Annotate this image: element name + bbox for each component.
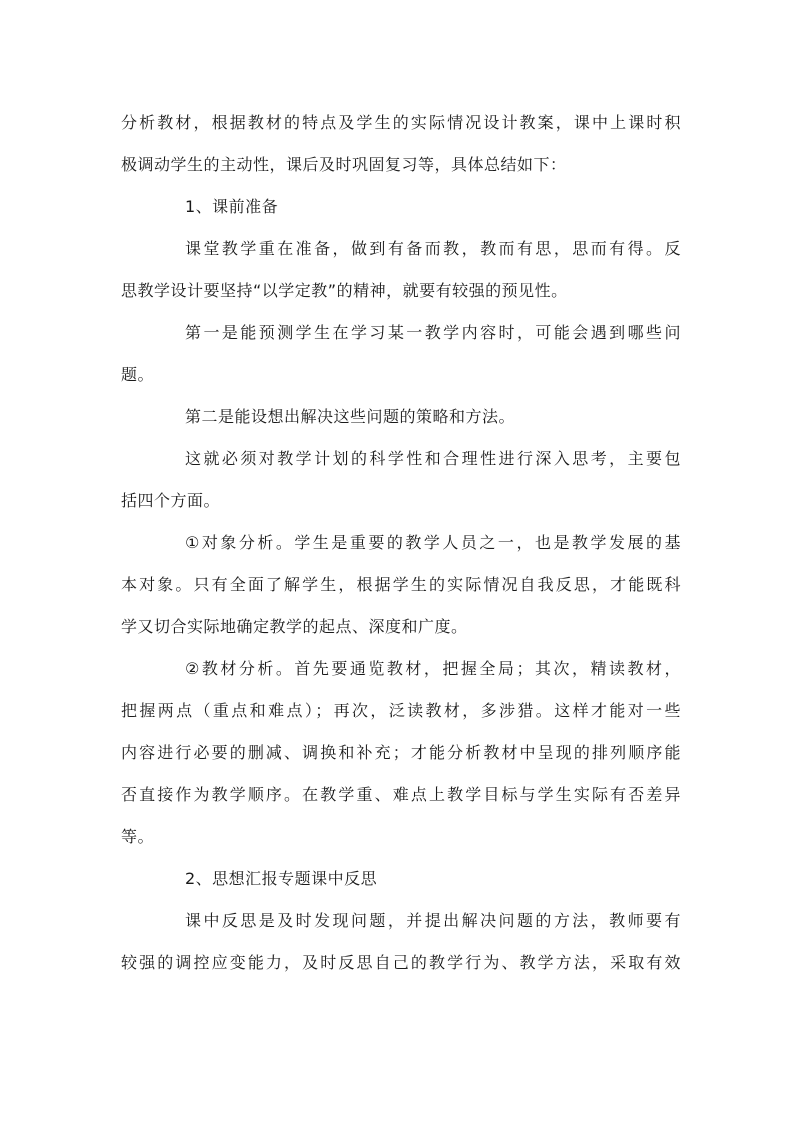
- text-line: 课中反思是及时发现问题，并提出解决问题的方法，教师要有: [185, 911, 681, 930]
- document-body: [121, 102, 681, 984]
- text-line: 第二是能设想出解决这些问题的策略和方法。: [185, 407, 516, 426]
- text-line: 否直接作为教学顺序。在教学重、难点上教学目标与学生实际有否差异: [121, 785, 681, 804]
- text-line: 分析教材，根据教材的特点及学生的实际情况设计教案，课中上课时积: [121, 113, 681, 132]
- text-line: 思教学设计要坚持“以学定教”的精神，就要有较强的预见性。: [121, 281, 568, 300]
- text-line: 内容进行必要的删减、调换和补充；才能分析教材中呈现的排列顺序能: [121, 743, 681, 762]
- text-line: 极调动学生的主动性，课后及时巩固复习等，具体总结如下：: [121, 155, 567, 174]
- section-heading: 1、课前准备: [185, 197, 279, 216]
- text-line: ②教材分析。首先要通览教材，把握全局；其次，精读教材，: [185, 659, 681, 678]
- text-line: 课堂教学重在准备，做到有备而教，教而有思，思而有得。反: [185, 239, 681, 258]
- text-line: 较强的调控应变能力，及时反思自己的教学行为、教学方法，采取有效: [121, 953, 681, 972]
- text-line: 学又切合实际地确定教学的起点、深度和广度。: [121, 617, 468, 636]
- text-line: 括四个方面。: [121, 491, 221, 510]
- text-line: 本对象。只有全面了解学生，根据学生的实际情况自我反思，才能既科: [121, 575, 681, 594]
- text-line: ①对象分析。学生是重要的教学人员之一，也是教学发展的基: [185, 533, 681, 552]
- text-line: 第一是能预测学生在学习某一教学内容时，可能会遇到哪些问: [185, 323, 681, 342]
- section-heading: 2、思想汇报专题课中反思: [185, 869, 378, 888]
- text-line: 把握两点（重点和难点）；再次，泛读教材，多涉猎。这样才能对一些: [121, 701, 681, 720]
- text-line: 等。: [121, 827, 155, 846]
- text-line: 题。: [121, 365, 155, 384]
- text-line: 这就必须对教学计划的科学性和合理性进行深入思考，主要包: [185, 449, 681, 468]
